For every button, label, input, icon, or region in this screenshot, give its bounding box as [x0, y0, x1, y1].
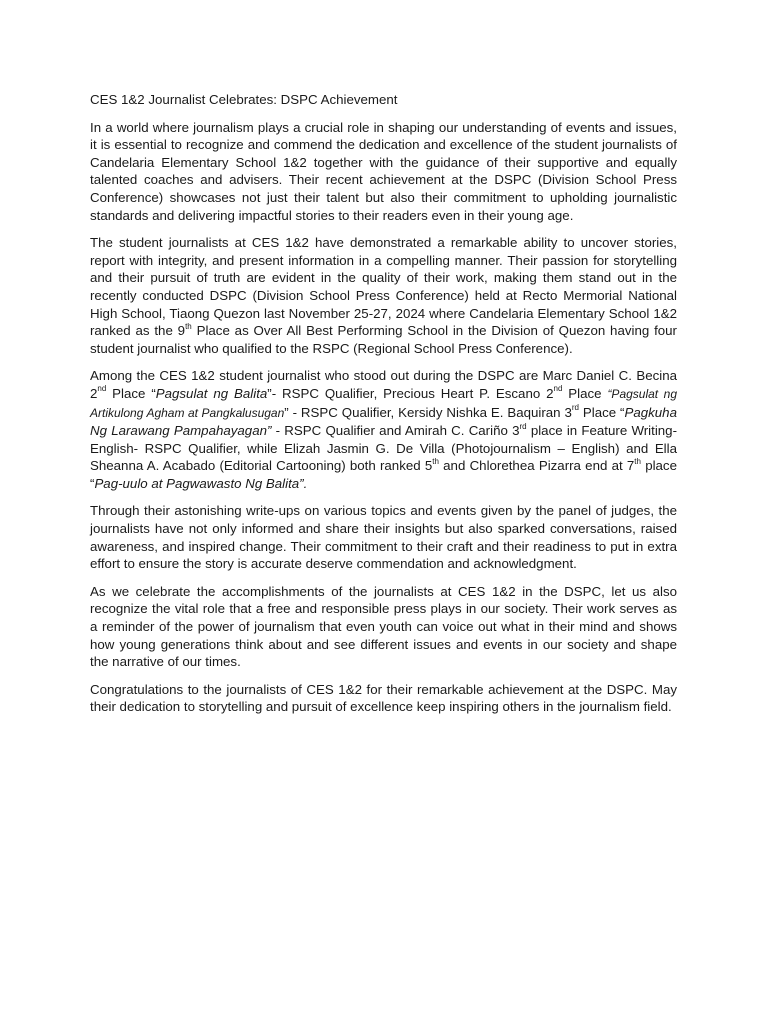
paragraph-1: In a world where journalism plays a crucial role in shaping our understanding of events and issues, it is essential to recognize and commend the dedication and excellence of the student journalists of Candelaria Elementary School 1&2 together with the guidance of their supportive and equally talented coaches and advisers. Their recent achievement at the DSPC (Division School Press Conference) showcases not just their talent but also their commitment to upholding journalistic standards and delivering impactful stories to their readers even in their young age. — [90, 119, 677, 223]
paragraph-3-text: Place “ — [579, 404, 625, 420]
paragraph-5: As we celebrate the accomplishments of the journalists at CES 1&2 in the DSPC, let us also recognize the vital role that a free and responsible press plays in our society. Their work serves as a reminder of the power of journalism that even youth can voice out what in their mind and shows how young generations think about and see different issues and events in our society and shape the narrative of our times. — [90, 583, 677, 670]
italic-title: Pag-uulo at Pagwawasto Ng Balita”. — [94, 475, 308, 491]
superscript: rd — [571, 403, 579, 413]
paragraph-3-text: Place “ — [106, 385, 156, 401]
superscript: th — [185, 321, 192, 331]
italic-title: Pagsulat ng Balita — [155, 385, 268, 401]
paragraph-2 — [90, 234, 677, 357]
paragraph-6: Congratulations to the journalists of CES 1&2 for their remarkable achievement at the DSPC. May their dedication to storytelling and pursuit of excellence keep inspiring others in the journalism field. — [90, 681, 677, 715]
paragraph-3 — [90, 367, 677, 492]
superscript: th — [634, 456, 641, 466]
paragraph-3-text: ” - RSPC Qualifier, Kersidy Nishka E. Baquiran 3 — [284, 404, 572, 420]
article-title: CES 1&2 Journalist Celebrates: DSPC Achievement — [90, 92, 398, 107]
document-page — [90, 91, 677, 726]
paragraph-3-text: ”- RSPC Qualifier, Precious Heart P. Escano 2 — [267, 385, 554, 401]
paragraph-3-text: and Chlorethea Pizarra end at 7 — [438, 458, 635, 474]
paragraph-2-text-a: The student journalists at CES 1&2 have demonstrated a remarkable ability to uncover stories, report with integrity, and present information in a compelling manner. Their passion for storytelling and their pursuit of truth are evident in the quality of their work, making them stand out in the recently conducted DSPC (Division School Press Conference) held at Recto Mermorial National High School, Tiaong Quezon last November 25-27, 2024 where Candelaria Elementary School 1&2 ranked as the 9 — [90, 235, 677, 339]
superscript: rd — [519, 421, 527, 431]
italic-title: Pagkuha Ng Larawang Pampahayagan” — [90, 404, 677, 439]
superscript: nd — [97, 384, 107, 394]
italic-title: “Pagsulat ng Artikulong Agham at Pangkalusugan — [90, 386, 677, 420]
paragraph-3-text: Among the CES 1&2 student journalist who stood out during the DSPC are Marc Daniel C. Becina 2 — [90, 368, 677, 401]
superscript: th — [432, 456, 439, 466]
paragraph-2-text-b: Place as Over All Best Performing School in the Division of Quezon having four student journalist who qualified to the RSPC (Regional School Press Conference). — [90, 323, 677, 356]
paragraph-3-text: place “ — [90, 458, 677, 491]
superscript: nd — [553, 384, 563, 394]
paragraph-3-text: place in Feature Writing-English- RSPC Qualifier, while Elizah Jasmin G. De Villa (Photojournalism – English) and Ella Sheanna A. Acabado (Editorial Cartooning) both ranked 5 — [90, 423, 677, 474]
paragraph-3-text: - RSPC Qualifier and Amirah C. Cariño 3 — [271, 423, 520, 439]
paragraph-3-text: Place — [562, 385, 608, 401]
paragraph-4: Through their astonishing write-ups on various topics and events given by the panel of judges, the journalists have not only informed and share their insights but also sparked conversations, raised awareness, and inspired change. Their commitment to their craft and their readiness to put in extra effort to ensure the story is accurate deserve commendation and acknowledgment. — [90, 503, 677, 572]
